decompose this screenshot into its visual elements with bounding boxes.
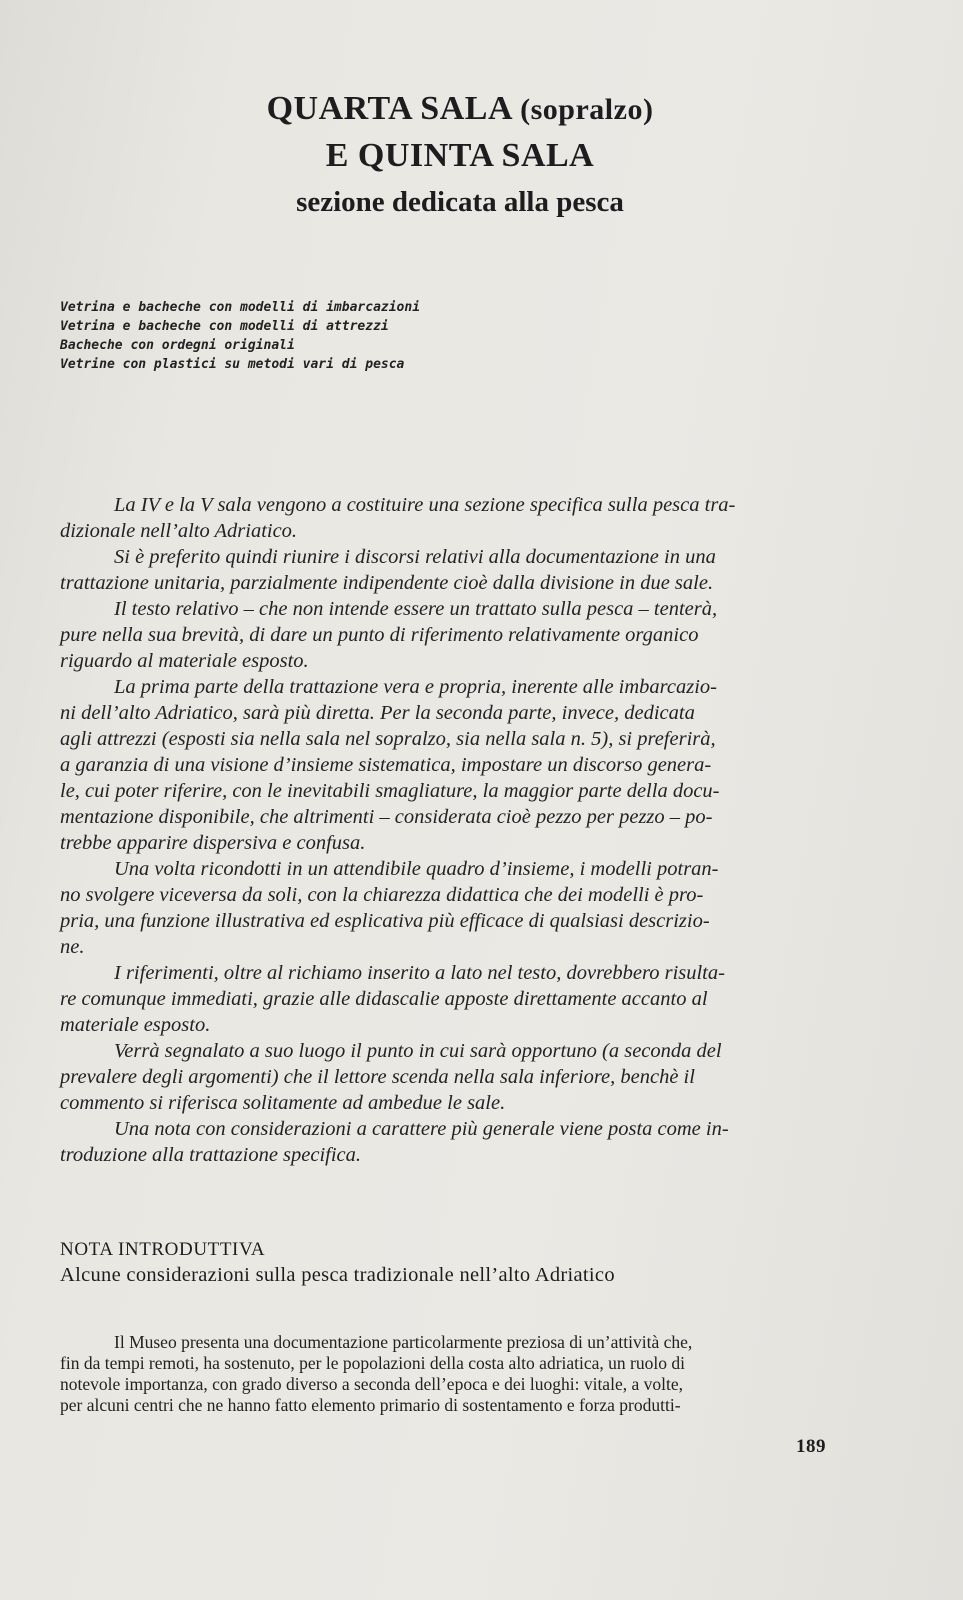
text-line: commento si riferisca solitamente ad ambedue le sale.: [60, 1092, 506, 1114]
text-line: no svolgere viceversa da soli, con la chiarezza didattica che dei modelli è pro-: [60, 884, 704, 906]
text-line: trattazione unitaria, parzialmente indipendente cioè dalla divisione in due sale.: [60, 572, 714, 594]
page-number: 189: [796, 1436, 826, 1457]
text-line: Verrà segnalato a suo luogo il punto in cui sarà opportuno (a seconda del: [114, 1040, 722, 1062]
text-line: Una nota con considerazioni a carattere più generale viene posta come in-: [114, 1118, 729, 1140]
contents-item: Vetrina e bacheche con modelli di imbarcazioni: [60, 300, 421, 315]
title-subtitle: sezione dedicata alla pesca: [296, 186, 624, 218]
text-line: ni dell’alto Adriatico, sarà più diretta. Per la seconda parte, invece, dedicata: [60, 702, 695, 724]
text-line: materiale esposto.: [60, 1014, 211, 1036]
intro-line: Il Museo presenta una documentazione particolarmente preziosa di un’attività che,: [114, 1332, 693, 1352]
text-line: ne.: [60, 936, 85, 958]
introductory-paragraph: [60, 1332, 852, 1416]
title-line-1: [230, 86, 690, 133]
text-line: Una volta ricondotti in un attendibile quadro d’insieme, i modelli potran-: [114, 858, 719, 880]
text-line: prevalere degli argomenti) che il lettore scenda nella sala inferiore, benchè il: [60, 1066, 695, 1088]
note-subtitle: Alcune considerazioni sulla pesca tradizionale nell’alto Adriatico: [60, 1264, 615, 1286]
note-title: NOTA INTRODUTTIVA: [60, 1239, 266, 1260]
text-line: riguardo al materiale esposto.: [60, 650, 309, 672]
intro-line: notevole importanza, con grado diverso a seconda dell’epoca e dei luoghi: vitale, a volte,: [60, 1374, 683, 1394]
text-line: mentazione disponibile, che altrimenti – considerata cioè pezzo per pezzo – po-: [60, 806, 713, 828]
body-text: [60, 492, 852, 1168]
room-contents-list: [60, 298, 480, 374]
contents-item: Bacheche con ordegni originali: [60, 338, 295, 353]
text-line: La IV e la V sala vengono a costituire una sezione specifica sulla pesca tra-: [114, 494, 736, 516]
title-main: QUARTA SALA: [266, 90, 512, 127]
text-line: a garanzia di una visione d’insieme sistematica, impostare un discorso genera-: [60, 754, 712, 776]
intro-line: fin da tempi remoti, ha sostenuto, per le popolazioni della costa alto adriatica, un ruolo di: [60, 1353, 685, 1373]
text-line: le, cui poter riferire, con le inevitabili smagliature, la maggior parte della docu-: [60, 780, 720, 802]
title-line-2: E QUINTA SALA: [325, 137, 595, 174]
contents-item: Vetrine con plastici su metodi vari di pesca: [60, 357, 405, 372]
introductory-note-heading: [60, 1238, 852, 1288]
text-line: dizionale nell’alto Adriatico.: [60, 520, 298, 542]
text-line: La prima parte della trattazione vera e propria, inerente alle imbarcazio-: [114, 676, 717, 698]
text-line: Si è preferito quindi riunire i discorsi relativi alla documentazione in una: [114, 546, 716, 568]
text-line: I riferimenti, oltre al richiamo inserito a lato nel testo, dovrebbero risulta-: [114, 962, 725, 984]
section-title: [230, 86, 690, 225]
text-line: re comunque immediati, grazie alle didascalie apposte direttamente accanto al: [60, 988, 708, 1010]
title-parenthetical: (sopralzo): [520, 93, 654, 126]
text-line: pria, una funzione illustrativa ed esplicativa più efficace di qualsiasi descrizio-: [60, 910, 710, 932]
text-line: trebbe apparire dispersiva e confusa.: [60, 832, 366, 854]
text-line: pure nella sua brevità, di dare un punto di riferimento relativamente organico: [60, 624, 699, 646]
text-line: agli attrezzi (esposti sia nella sala nel sopralzo, sia nella sala n. 5), si preferirà,: [60, 728, 716, 750]
contents-item: Vetrina e bacheche con modelli di attrezzi: [60, 319, 389, 334]
intro-line: per alcuni centri che ne hanno fatto elemento primario di sostentamento e forza produtti-: [60, 1395, 681, 1415]
text-line: troduzione alla trattazione specifica.: [60, 1144, 362, 1166]
text-line: Il testo relativo – che non intende essere un trattato sulla pesca – tenterà,: [114, 598, 718, 620]
